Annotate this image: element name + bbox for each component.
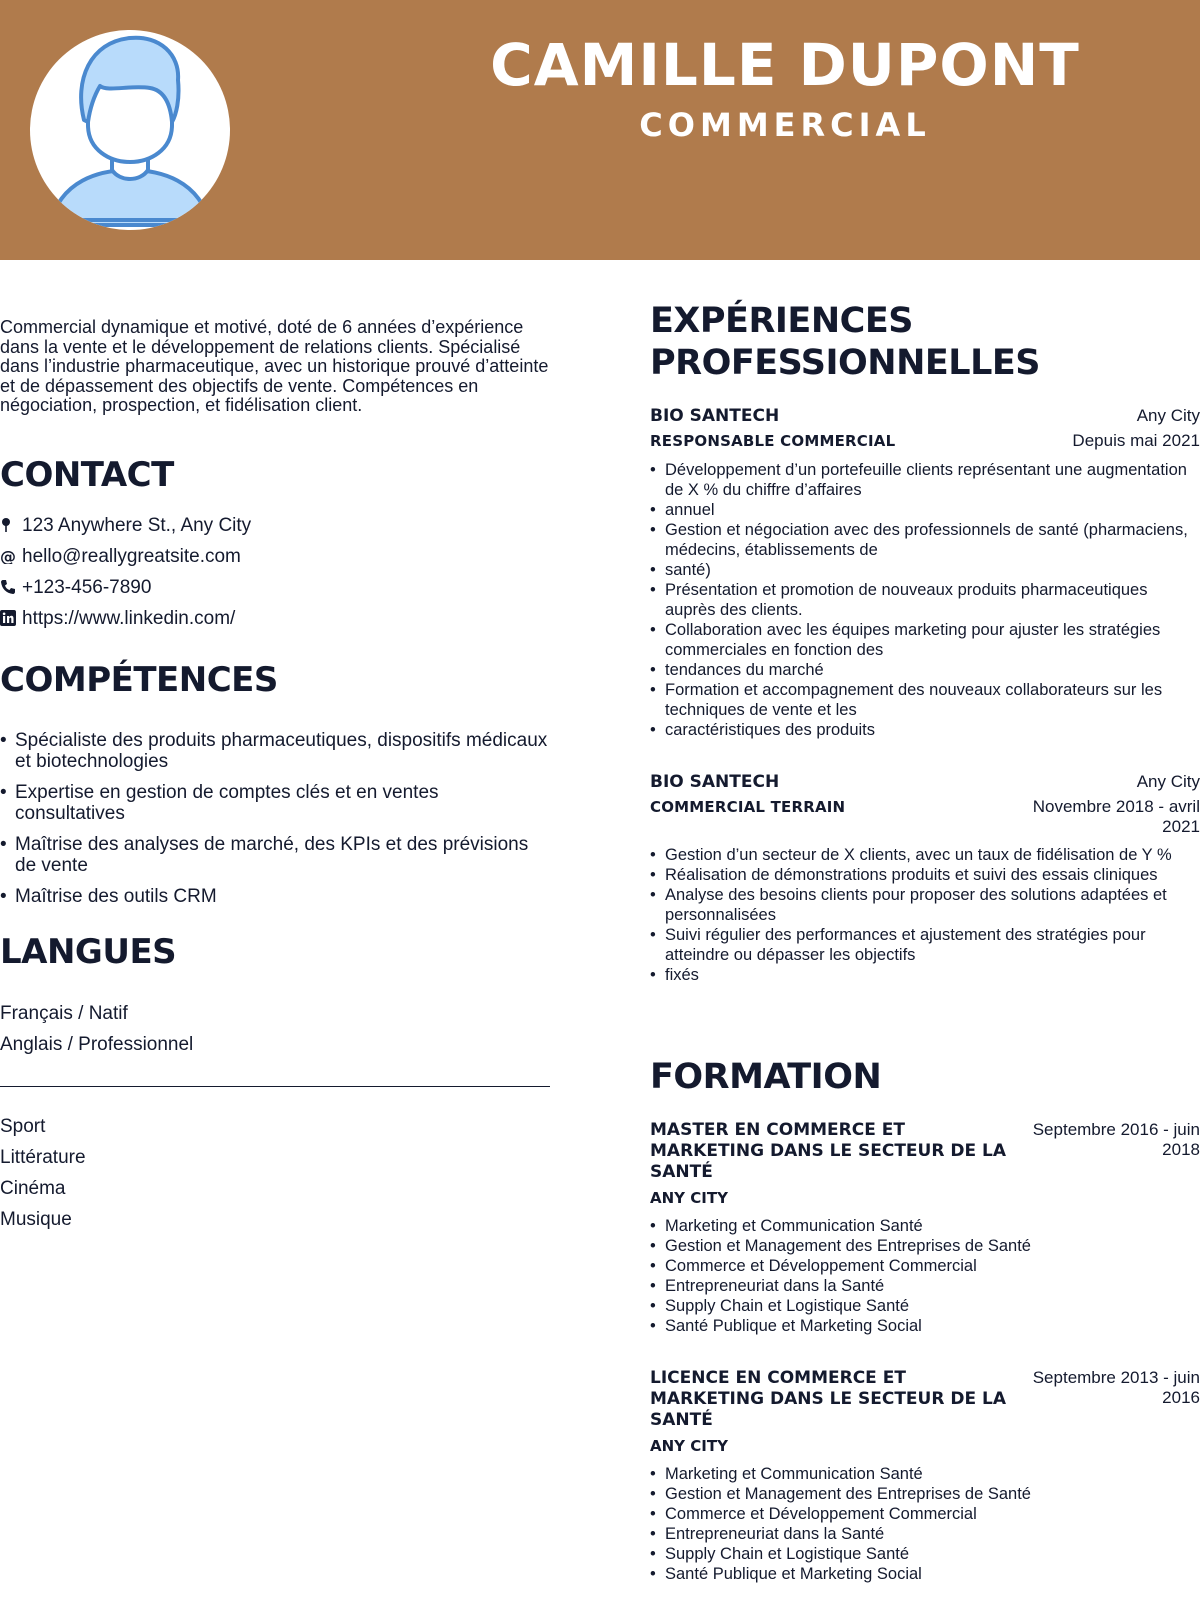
list-item: • santé) [650,560,1200,580]
job-dates: Depuis mai 2021 [1072,431,1200,450]
job-dates: Novembre 2018 - avril 2021 [1032,797,1200,836]
experience-heading [650,300,1040,384]
contact-linkedin[interactable] [0,607,235,631]
company-name: BIO SANTECH [650,772,780,792]
phone-icon [0,579,18,597]
education-dates: Septembre 2013 - juin 2016 [1032,1368,1200,1407]
school-name: ANY CITY [650,1189,728,1207]
contact-linkedin-text[interactable]: https://www.linkedin.com/ [22,608,236,629]
job-location: Any City [1136,772,1200,791]
job-entry [650,406,1200,740]
candidate-name: CAMILLE DUPONT [490,31,1080,99]
job-title: RESPONSABLE COMMERCIAL [650,432,896,450]
education-entry [650,1368,1200,1584]
school-name: ANY CITY [650,1437,728,1455]
contact-email-text[interactable]: hello@reallygreatsite.com [22,546,241,567]
list-item: • annuel [650,500,1200,520]
education-dates: Septembre 2016 - juin 2018 [1032,1120,1200,1159]
list-item: • Gestion et Management des Entreprises de Santé [650,1236,1200,1256]
skills-heading: COMPÉTENCES [0,660,278,700]
list-item: • Santé Publique et Marketing Social [650,1564,1200,1584]
degree-title: MASTER EN COMMERCE ET MARKETING DANS LE SECTEUR DE LA SANTÉ [650,1120,1006,1182]
education-heading: FORMATION [650,1057,882,1097]
list-item: • Développement d’un portefeuille clients représentant une augmentation de X % du chiffre d’affaires [650,460,1200,500]
job-bullets [650,845,1200,985]
list-item: • Maîtrise des outils CRM [0,886,550,907]
course-list [650,1216,1200,1336]
education-entry [650,1120,1200,1336]
list-item: • Supply Chain et Logistique Santé [650,1296,1200,1316]
list-item: • Collaboration avec les équipes marketing pour ajuster les stratégies commerciales en fonction des [650,620,1200,660]
list-item: • Gestion d’un secteur de X clients, avec un taux de fidélisation de Y % [650,845,1200,865]
experience-heading-line1: EXPÉRIENCES [650,301,913,341]
list-item: • Suivi régulier des performances et ajustement des stratégies pour atteindre ou dépasser les objectifs [650,925,1200,965]
list-item: • Présentation et promotion de nouveaux produits pharmaceutiques auprès des clients. [650,580,1200,620]
experience-heading-line2: PROFESSIONNELLES [650,343,1041,383]
language-item: Anglais / Professionnel [0,1034,194,1055]
list-item: • Gestion et Management des Entreprises de Santé [650,1484,1200,1504]
degree-title: LICENCE EN COMMERCE ET MARKETING DANS LE SECTEUR DE LA SANTÉ [650,1368,1006,1430]
list-item: • Supply Chain et Logistique Santé [650,1544,1200,1564]
list-item: • Entrepreneuriat dans la Santé [650,1276,1200,1296]
list-item: • Santé Publique et Marketing Social [650,1316,1200,1336]
map-pin-icon [0,517,18,535]
skills-list [0,730,550,917]
language-item: Français / Natif [0,1003,128,1024]
contact-email[interactable] [0,545,241,569]
job-location: Any City [1136,406,1200,425]
header-banner [0,0,1200,260]
contact-phone-text[interactable]: +123-456-7890 [22,577,152,598]
list-item: • Commerce et Développement Commercial [650,1504,1200,1524]
contact-address [0,514,251,538]
svg-text:@: @ [0,548,16,564]
list-item: • caractéristiques des produits [650,720,1200,740]
interest-item: Littérature [0,1147,86,1168]
contact-heading: CONTACT [0,455,174,495]
contact-phone[interactable] [0,576,151,600]
list-item: • Marketing et Communication Santé [650,1216,1200,1236]
linkedin-icon [0,610,18,628]
user-avatar-icon [30,30,230,230]
list-item: • Maîtrise des analyses de marché, des KPIs et des prévisions de vente [0,834,550,876]
list-item: • fixés [650,965,1200,985]
interest-item: Cinéma [0,1178,66,1199]
list-item: • Spécialiste des produits pharmaceutiques, dispositifs médicaux et biotechnologies [0,730,550,772]
list-item: • Entrepreneuriat dans la Santé [650,1524,1200,1544]
list-item: • Gestion et négociation avec des professionnels de santé (pharmaciens, médecins, établissements de [650,520,1200,560]
at-sign-icon [0,548,18,566]
list-item: • Formation et accompagnement des nouveaux collaborateurs sur les techniques de vente et les [650,680,1200,720]
list-item: • Analyse des besoins clients pour proposer des solutions adaptées et personnalisées [650,885,1200,925]
job-bullets [650,460,1200,740]
section-divider [0,1086,550,1087]
list-item: • Expertise en gestion de comptes clés et en ventes consultatives [0,782,550,824]
job-entry [650,772,1200,985]
list-item: • Commerce et Développement Commercial [650,1256,1200,1276]
candidate-role: COMMERCIAL [639,106,931,144]
profile-summary: Commercial dynamique et motivé, doté de 6 années d’expérience dans la vente et le développement de relations clients. Spécialisé dans l’industrie pharmaceutique, avec un historique prouvé d’atteinte et de dépassement des objectifs de vente. Compétences en négociation, prospection, et fidélisation client. [0,317,549,416]
list-item: • Marketing et Communication Santé [650,1464,1200,1484]
interest-item: Sport [0,1116,46,1137]
interest-item: Musique [0,1209,72,1230]
list-item: • tendances du marché [650,660,1200,680]
company-name: BIO SANTECH [650,406,780,426]
languages-heading: LANGUES [0,932,177,972]
job-title: COMMERCIAL TERRAIN [650,798,846,816]
contact-address-text: 123 Anywhere St., Any City [22,515,252,536]
course-list [650,1464,1200,1584]
avatar [30,30,230,230]
list-item: • Réalisation de démonstrations produits et suivi des essais cliniques [650,865,1200,885]
